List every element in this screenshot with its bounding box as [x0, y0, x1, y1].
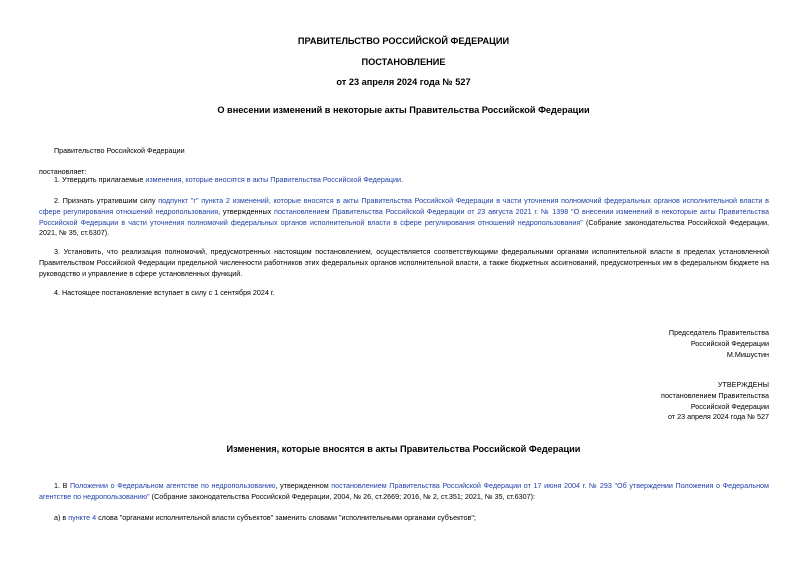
- subitem-a-end: слова "органами исполнительной власти субъектов" заменить словами "исполнительными органами субъектов";: [96, 513, 476, 522]
- annex-subitem-a: [39, 513, 769, 524]
- signature-name: М.Мишустин: [726, 349, 769, 359]
- approval-heading: УТВЕРЖДЕНЫ: [717, 380, 769, 389]
- regulation-link[interactable]: Положении о Федеральном агентстве по недропользованию: [70, 481, 276, 490]
- paragraph-2-end: (Собрание законодательства Российской Федерации, 2021, № 35, ст.6307).: [39, 217, 769, 238]
- annex-item-1: [39, 481, 769, 503]
- paragraph-1-text: 1. Утвердить прилагаемые: [54, 175, 146, 184]
- paragraph-2-text: 2. Признать утратившим силу: [54, 196, 159, 205]
- signature-block: [669, 328, 769, 360]
- paragraph-1-end: .: [400, 175, 403, 184]
- resolution-293-link[interactable]: постановлением Правительства Российской Федерации от 17 июня 2004 г. № 293 "Об утверждении Положения о Федеральном агентстве по недропользованию": [39, 481, 769, 501]
- date-number-heading: от 23 апреля 2024 года № 527: [336, 77, 471, 87]
- approval-by: постановлением Правительства: [661, 390, 769, 400]
- paragraph-2-mid: , утвержденных: [218, 206, 275, 216]
- document-type-heading: ПОСТАНОВЛЕНИЕ: [361, 57, 446, 67]
- approval-date: от 23 апреля 2024 года № 527: [667, 412, 769, 422]
- approval-org: Российской Федерации: [690, 401, 769, 411]
- subitem-a-text: а) в: [54, 513, 69, 522]
- approval-block: [661, 380, 769, 423]
- signature-title: Председатель Правительства: [668, 328, 769, 337]
- point-4-link[interactable]: пункте 4: [68, 513, 97, 522]
- annex-item-1-text: 1. В: [54, 481, 71, 490]
- resolution-1398-link[interactable]: постановлением Правительства Российской Федерации от 23 августа 2021 г. № 1398 "О внесении изменений в некоторые акты Правительства Российской Федерации в части уточнения полномочий федеральных органов исполнительной власти в сфере регулирования отношений недропользования": [39, 206, 770, 227]
- paragraph-2: [39, 196, 769, 239]
- signature-org: Российской Федерации: [690, 338, 769, 348]
- subparagraph-g-link[interactable]: подпункт "г" пункта 2 изменений, которые вносятся в акты Правительства Российской Федерации в части уточнения полномочий федеральных органов исполнительной власти в сфере регулирования отношений недропользования: [39, 196, 769, 216]
- annex-item-1-end: (Собрание законодательства Российской Федерации, 2004, № 26, ст.2669; 2016, № 2, ст.351; 2021, № 35, ст.6307):: [149, 491, 536, 501]
- document-title: О внесении изменений в некоторые акты Правительства Российской Федерации: [217, 105, 590, 115]
- annex-item-1-mid: , утвержденном: [275, 481, 332, 490]
- annex-title: Изменения, которые вносятся в акты Правительства Российской Федерации: [226, 444, 581, 454]
- paragraph-1: [39, 175, 769, 186]
- paragraph-3: 3. Установить, что реализация полномочий, предусмотренных настоящим постановлением, осуществляется соответствующими федеральными органами исполнительной власти в пределах установленной Правительством Российской Федерации предельной численности работников этих федеральных органов исполнительной власти, а также бюджетных ассигнований, предусмотренных им в федеральном бюджете на руководство и управление в сфере установленных функций.: [39, 247, 769, 278]
- government-heading: ПРАВИТЕЛЬСТВО РОССИЙСКОЙ ФЕДЕРАЦИИ: [297, 36, 510, 46]
- issuer-text: Правительство Российской Федерации: [54, 146, 185, 155]
- decrees-text: постановляет:: [39, 167, 87, 176]
- changes-link[interactable]: изменения, которые вносятся в акты Правительства Российской Федерации: [145, 175, 401, 184]
- paragraph-4: 4. Настоящее постановление вступает в силу с 1 сентября 2024 г.: [54, 288, 275, 297]
